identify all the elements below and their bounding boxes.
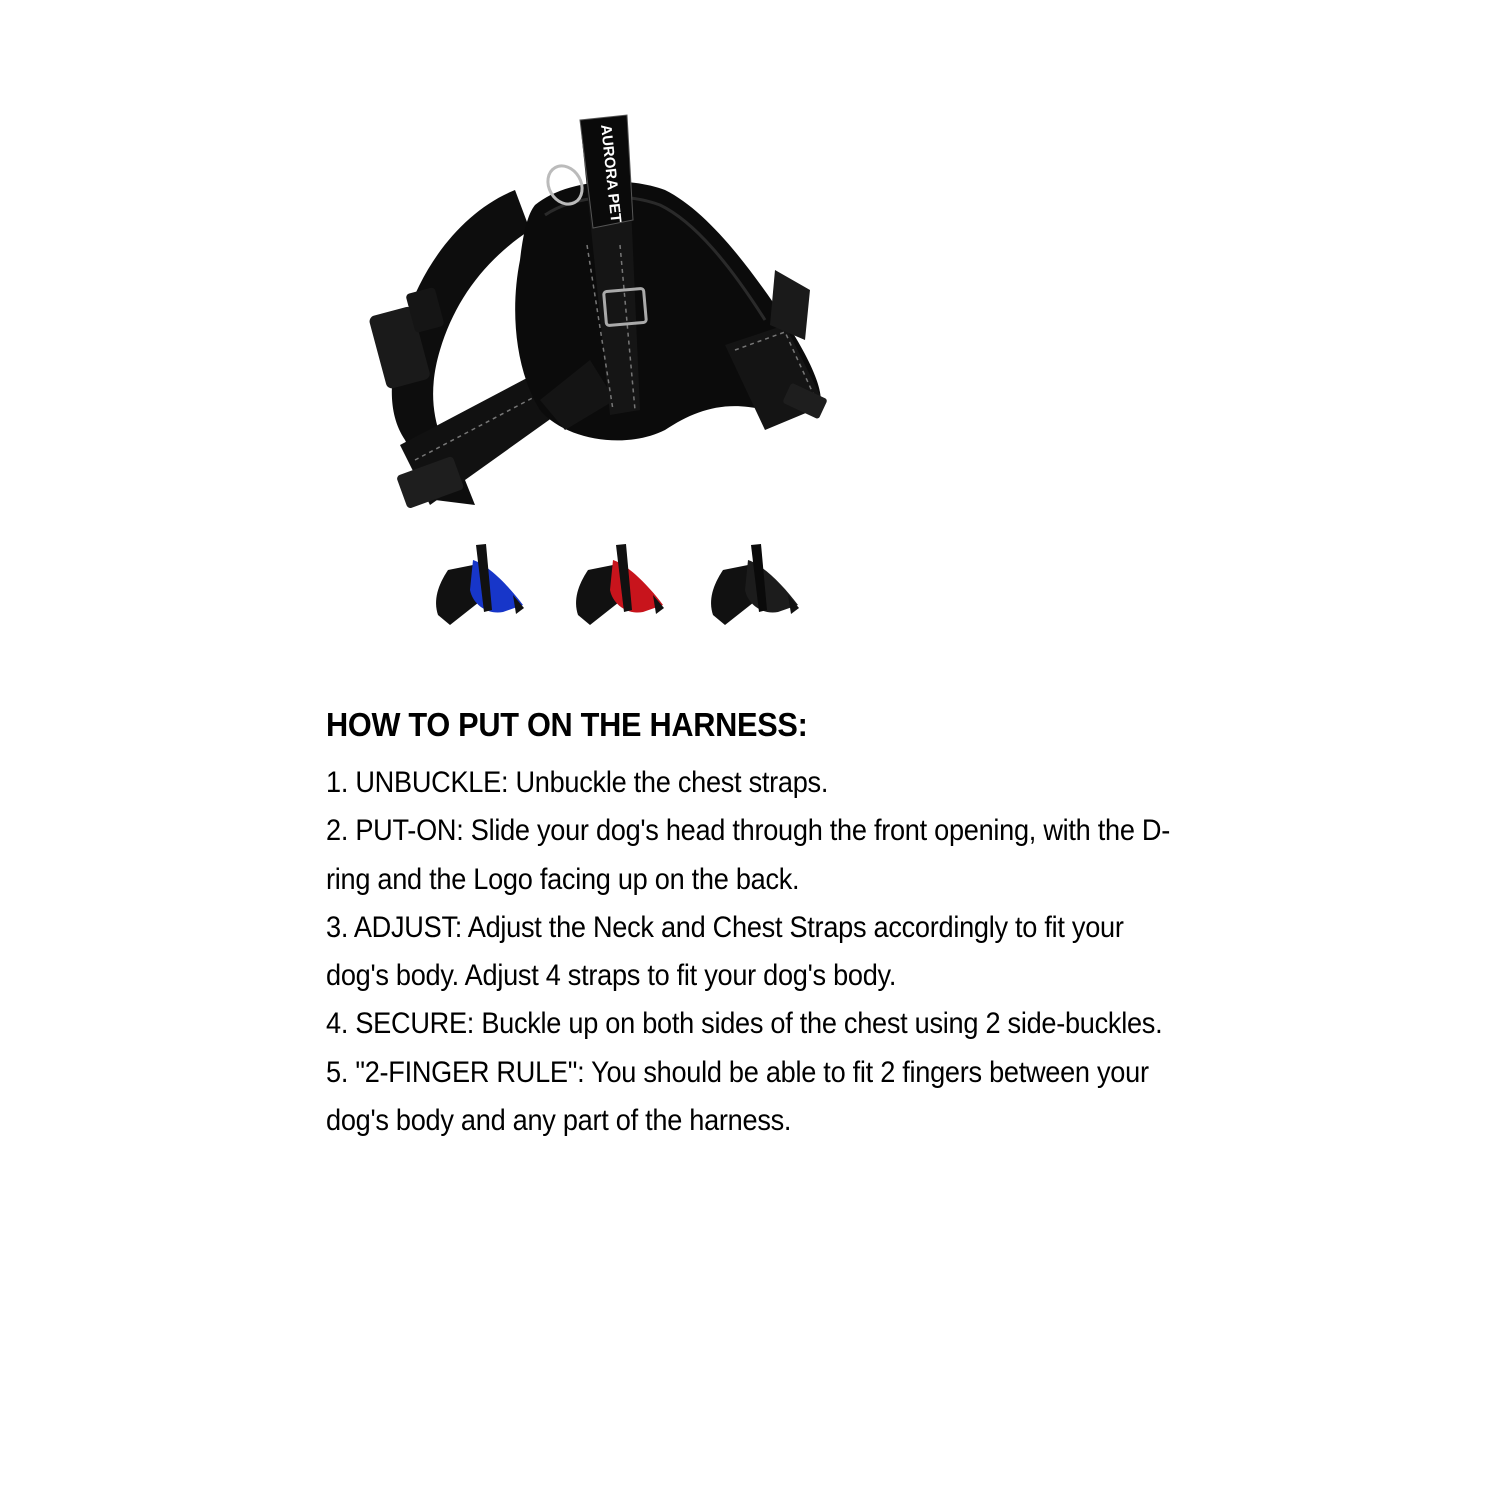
color-option-black[interactable]: [703, 540, 803, 632]
instructions-section: [326, 700, 1206, 1145]
step-put-on: 2. PUT-ON: Slide your dog's head through the front opening, with the D-ring and the Logo facing up on the back.: [326, 814, 1170, 896]
instructions-steps: [326, 759, 1206, 1145]
step-adjust: 3. ADJUST: Adjust the Neck and Chest Straps accordingly to fit your dog's body. Adjust 4 straps to fit your dog's body.: [326, 910, 1124, 993]
step-unbuckle: 1. UNBUCKLE: Unbuckle the chest straps.: [326, 766, 829, 799]
harness-main-image: [365, 110, 840, 530]
step-two-finger-rule: 5. "2-FINGER RULE": You should be able to fit 2 fingers between your dog's body and any part of the harness.: [326, 1055, 1149, 1138]
step-secure: 4. SECURE: Buckle up on both sides of the chest using 2 side-buckles.: [326, 1007, 1163, 1041]
instructions-heading: HOW TO PUT ON THE HARNESS:: [326, 706, 808, 743]
color-options: [428, 540, 808, 635]
brand-logo-text: AURORA PET: [597, 123, 625, 224]
color-option-red[interactable]: [568, 540, 668, 632]
color-option-blue[interactable]: [428, 540, 528, 632]
